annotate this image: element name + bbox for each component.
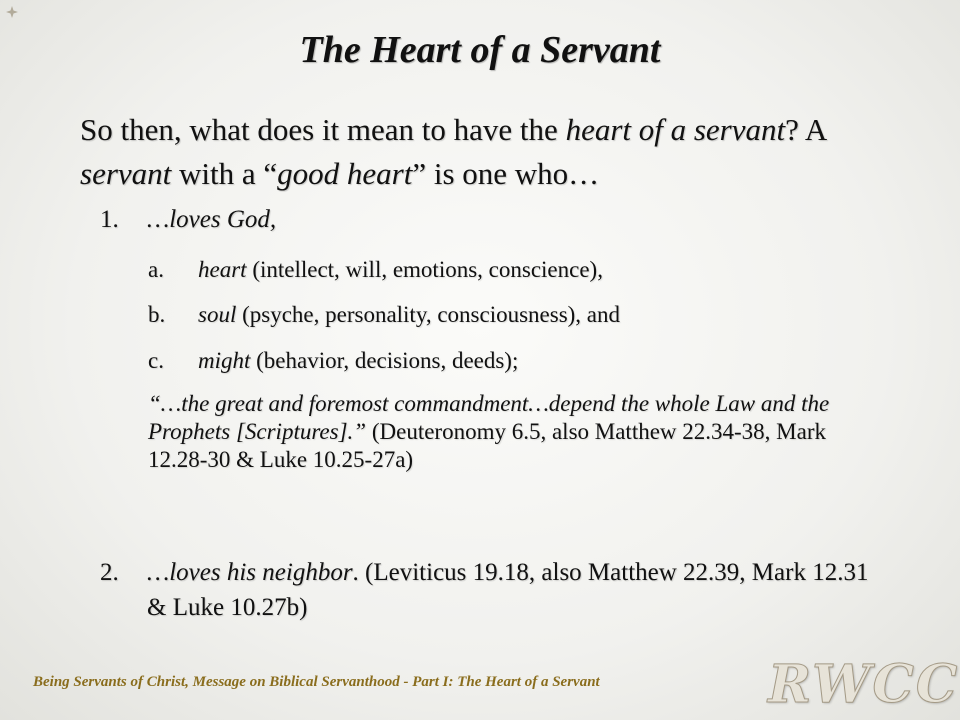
list-item-emphasis: …loves his neighbor (147, 559, 353, 586)
intro-paragraph (80, 108, 900, 196)
footer-caption: Being Servants of Christ, Message on Biblical Servanthood - Part I: The Heart of a Servant (33, 674, 600, 690)
list-item-text: . (Leviticus 19.18, also Matthew 22.39, Mark 12.31 & Luke 10.27b) (147, 559, 869, 621)
intro-emphasis: heart of a servant (565, 112, 786, 147)
sub-text: (intellect, will, emotions, conscience), (246, 257, 603, 282)
slide-title: The Heart of a Servant (299, 29, 661, 71)
sub-text: (behavior, decisions, deeds); (250, 348, 519, 373)
corner-mark-icon (6, 6, 18, 18)
intro-emphasis: good heart (277, 156, 413, 191)
sub-emphasis: soul (198, 302, 237, 327)
sub-emphasis: might (198, 348, 251, 373)
list-number: 1. (100, 206, 119, 233)
intro-text: with a “ (171, 156, 278, 191)
list-number: 2. (100, 559, 119, 586)
quote-text: “…the great and foremost commandment…depend the whole Law and the Prophets [Scriptures].” (148, 391, 830, 444)
intro-text: ? A (785, 112, 826, 147)
intro-text: ” is one who… (412, 156, 600, 191)
sub-emphasis: heart (198, 257, 247, 282)
scripture-quote (148, 390, 888, 474)
intro-text: So then, what does it mean to have the (80, 112, 566, 147)
list-item-text: …loves God, (147, 206, 277, 233)
sub-letter: a. (148, 257, 164, 282)
sub-text: (psyche, personality, consciousness), and (236, 302, 621, 327)
rwcc-logo: RWCC (768, 654, 960, 715)
sub-letter: b. (148, 302, 166, 327)
intro-emphasis: servant (80, 156, 172, 191)
sub-letter: c. (148, 348, 164, 373)
quote-reference: (Deuteronomy 6.5, also Matthew 22.34-38, Mark 12.28-30 & Luke 10.25-27a) (148, 419, 827, 472)
